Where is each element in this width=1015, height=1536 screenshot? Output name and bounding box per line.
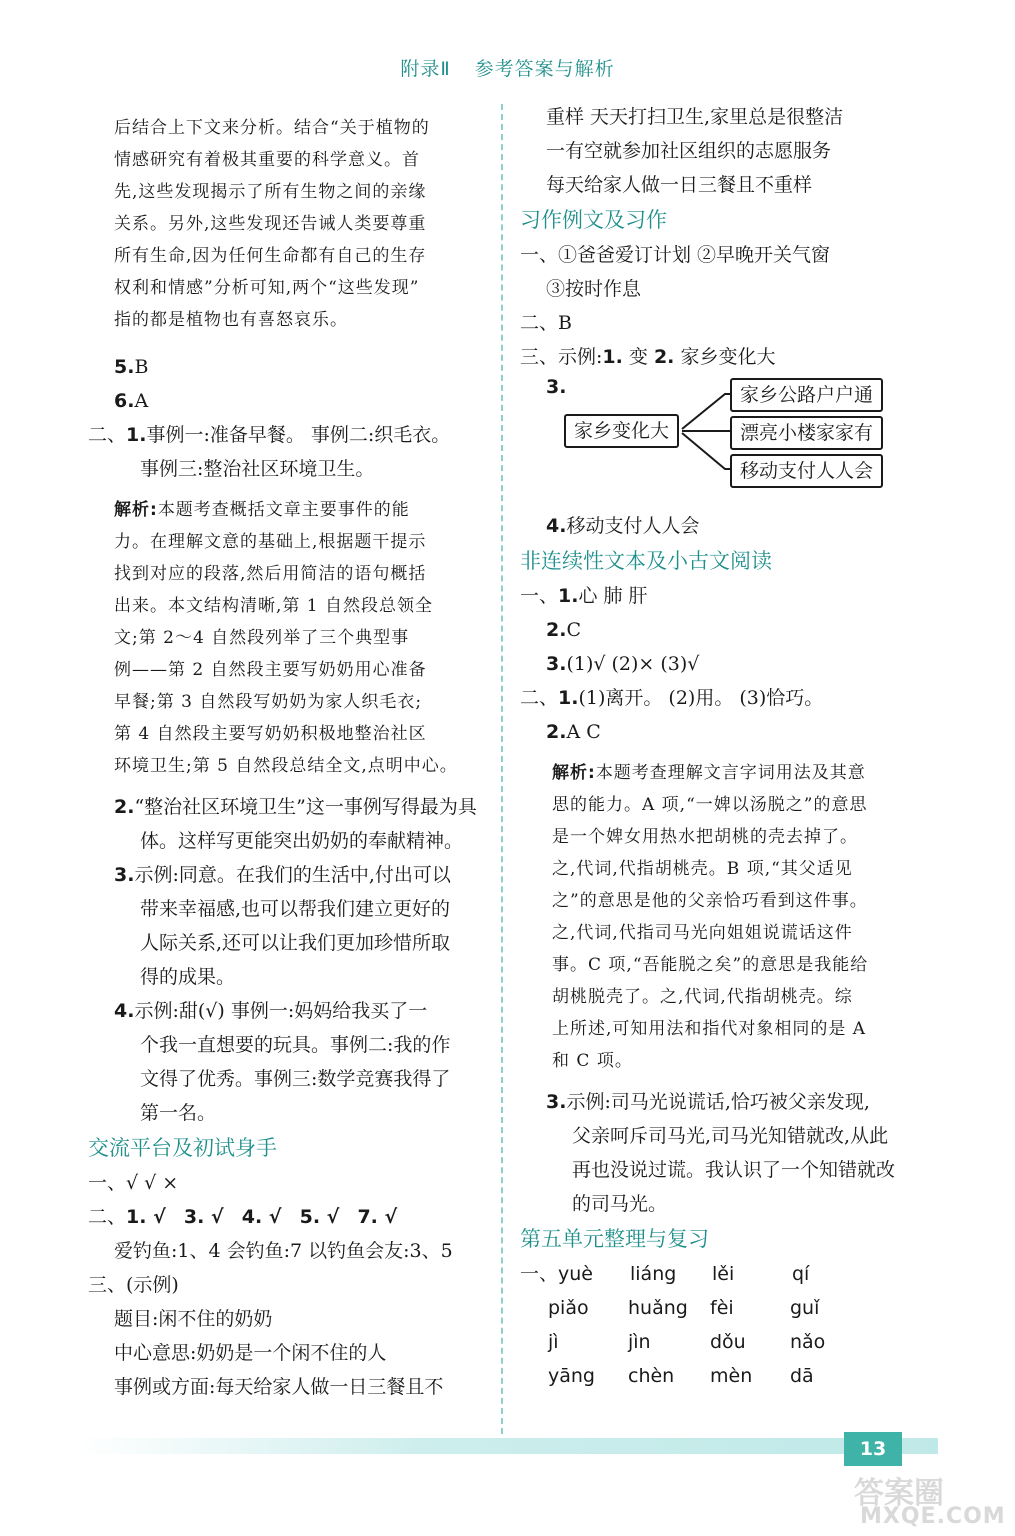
continued-line: 重样 天天打扫卫生,家里总是很整洁 (546, 106, 844, 128)
jiaoliu-2-item: 3. √ (183, 1206, 224, 1228)
section-title-jiaoliu: 交流平台及初试身手 (88, 1136, 277, 1160)
fei-1-prefix: 一、 (520, 585, 559, 607)
xizuo-3-num1: 1. (602, 346, 623, 368)
diagram-branch-box: 漂亮小楼家家有 (730, 416, 883, 450)
s2-1-line2: 事例三:整治社区环境卫生。 (140, 458, 375, 480)
q3-line: 示例:同意。在我们的生活中,付出可以 (134, 864, 451, 886)
intro-line: 指的都是植物也有喜怒哀乐。 (114, 310, 348, 330)
intro-line: 后结合上下文来分析。结合“关于植物的 (114, 118, 430, 138)
q2-line: 体。这样写更能突出奶奶的奉献精神。 (140, 830, 464, 852)
s2-prefix: 二、 (88, 424, 127, 446)
xizuo-answer-1b: ③按时作息 (546, 278, 642, 300)
xizuo-answer-1: 一、①爸爸爱订计划 ②早晚开关气窗 (520, 244, 831, 266)
jiaoliu-answer-2 (88, 1200, 483, 1234)
pinyin-row (520, 1291, 915, 1325)
pinyin: mèn (710, 1365, 753, 1387)
xizuo-3-text1: 变 (622, 346, 654, 368)
analysis-label: 解析: (552, 763, 596, 783)
fei-1-text: 心 肺 肝 (578, 585, 648, 607)
diagram-number: 3. (546, 376, 567, 398)
section-title-fei: 非连续性文本及小古文阅读 (520, 549, 772, 573)
analysis-2-line: 是一个婢女用热水把胡桃的壳去掉了。 (552, 827, 858, 847)
pinyin: dǒu (710, 1331, 746, 1353)
answer-s2-1 (88, 418, 483, 452)
analysis-1-line: 力。在理解文意的基础上,根据题干提示 (114, 532, 427, 552)
guwen-2-text: A C (566, 721, 601, 743)
analysis-2-line: 上所述,可知用法和指代对象相同的是 A (552, 1019, 867, 1039)
pinyin: jì (548, 1331, 559, 1353)
guwen-3-line: 示例:司马光说谎话,恰巧被父亲发现, (566, 1091, 870, 1113)
fei-2-text: C (566, 619, 581, 641)
jiaoliu-answer-2b: 爱钓鱼:1、4 会钓鱼:7 以钓鱼会友:3、5 (114, 1240, 453, 1262)
xizuo-4-number: 4. (546, 515, 567, 537)
watermark-text: 答案圈 (854, 1476, 944, 1511)
diagram-branch-box: 家乡公路户户通 (730, 378, 883, 412)
watermark-logo (840, 1468, 1010, 1532)
fei-2-number: 2. (546, 619, 567, 641)
analysis-2-line: 思的能力。A 项,“一婢以汤脱之”的意思 (552, 795, 868, 815)
guwen-1-number: 1. (558, 687, 579, 709)
fei-1-number: 1. (558, 585, 579, 607)
pinyin: nǎo (790, 1331, 826, 1353)
guwen-3-line: 的司马光。 (572, 1193, 668, 1215)
pinyin: huǎng (628, 1297, 688, 1319)
xizuo-3-prefix: 三、示例: (520, 346, 603, 368)
fei-answer-1 (520, 579, 915, 613)
analysis-2-first: 本题考查理解文言字词用法及其意 (595, 763, 866, 783)
q6-text: A (134, 390, 149, 412)
pinyin: yāng (548, 1365, 595, 1387)
answer-q2 (88, 790, 483, 824)
jiaoliu-3-line: 事例或方面:每天给家人做一日三餐且不 (114, 1376, 444, 1398)
q6-number: 6. (114, 390, 135, 412)
q4-line: 示例:甜(√) 事例一:妈妈给我买了一 (134, 1000, 428, 1022)
guwen-3-line: 父亲呵斥司马光,司马光知错就改,从此 (572, 1125, 889, 1147)
analysis-1-line: 文;第 2～4 自然段列举了三个典型事 (114, 628, 410, 648)
q2-number: 2. (114, 796, 135, 818)
analysis-1-line: 环境卫生;第 5 自然段总结全文,点明中心。 (114, 756, 458, 776)
header-appendix: 附录Ⅱ (400, 58, 451, 80)
diagram-branch-box: 移动支付人人会 (730, 454, 883, 488)
q2-line: “整治社区环境卫生”这一事例写得最为具 (134, 796, 477, 818)
pinyin: lěi (712, 1263, 735, 1285)
guwen-1-prefix: 二、 (520, 687, 559, 709)
pinyin-row (520, 1325, 915, 1359)
analysis-2-line: 胡桃脱壳了。之,代词,代指胡桃壳。综 (552, 987, 853, 1007)
analysis-2-line: 之,代词,代指司马光向姐姐说谎话这件 (552, 923, 853, 943)
footer-band (78, 1438, 938, 1454)
header-title: 参考答案与解析 (474, 58, 615, 80)
pinyin: qí (792, 1263, 810, 1285)
analysis-1-line: 早餐;第 3 自然段写奶奶为家人织毛衣; (114, 692, 423, 712)
jiaoliu-3-line: 题目:闲不住的奶奶 (114, 1308, 273, 1330)
intro-line: 权利和情感”分析可知,两个“这些发现” (114, 278, 420, 298)
pinyin: dā (790, 1365, 814, 1387)
jiaoliu-2-prefix: 二、 (88, 1206, 127, 1228)
s2-1-line1: 事例一:准备早餐。 事例二:织毛衣。 (146, 424, 451, 446)
guwen-1-text: (1)离开。 (2)用。 (3)恰巧。 (578, 687, 824, 709)
watermark-url: MXQE.COM (860, 1504, 1006, 1529)
pinyin: jìn (628, 1331, 651, 1353)
page-number: 13 (844, 1432, 902, 1466)
section-title-xizuo: 习作例文及习作 (520, 208, 667, 232)
pinyin: 一、yuè (520, 1263, 593, 1285)
intro-line: 情感研究有着极其重要的科学意义。首 (114, 150, 420, 170)
guwen-answer-3 (520, 1085, 915, 1119)
xizuo-4-text: 移动支付人人会 (566, 515, 700, 537)
analysis-1-line: 例——第 2 自然段主要写奶奶用心准备 (114, 660, 427, 680)
q3-line: 人际关系,还可以让我们更加珍惜所取 (140, 932, 451, 954)
q3-number: 3. (114, 864, 135, 886)
jiaoliu-3-line: 中心意思:奶奶是一个闲不住的人 (114, 1342, 387, 1364)
q3-line: 带来幸福感,也可以帮我们建立更好的 (140, 898, 451, 920)
fei-answer-3 (520, 647, 915, 681)
mind-map-diagram (520, 374, 915, 509)
pinyin: piǎo (548, 1297, 589, 1319)
jiaoliu-answer-3: 三、(示例) (88, 1274, 179, 1296)
intro-line: 所有生命,因为任何生命都有自己的生存 (114, 246, 427, 266)
pinyin: liáng (630, 1263, 677, 1285)
q5-text: B (134, 356, 149, 378)
analysis-2-line: 事。C 项,“吾能脱之矣”的意思是我能给 (552, 955, 869, 975)
jiaoliu-2-item: 4. √ (241, 1206, 282, 1228)
intro-line: 先,这些发现揭示了所有生物之间的亲缘 (114, 182, 427, 202)
guwen-answer-2 (520, 715, 915, 749)
answer-q5 (88, 350, 483, 384)
analysis-1-first: 本题考查概括文章主要事件的能 (157, 500, 410, 520)
analysis-2-line: 之”的意思是他的父亲恰巧看到这件事。 (552, 891, 868, 911)
fei-3-text: (1)√ (2)× (3)√ (566, 653, 700, 675)
guwen-answer-1 (520, 681, 915, 715)
q4-number: 4. (114, 1000, 135, 1022)
analysis-label: 解析: (114, 500, 158, 520)
answer-q6 (88, 384, 483, 418)
pinyin-row (520, 1359, 915, 1393)
answer-q4 (88, 994, 483, 1028)
analysis-1-line: 第 4 自然段主要写奶奶积极地整治社区 (114, 724, 427, 744)
q5-number: 5. (114, 356, 135, 378)
analysis-2-line: 之,代词,代指胡桃壳。B 项,“其父适见 (552, 859, 853, 879)
section-title-review: 第五单元整理与复习 (520, 1227, 709, 1251)
jiaoliu-2-item: 1. √ (126, 1206, 166, 1228)
fei-answer-2 (520, 613, 915, 647)
q4-line: 第一名。 (140, 1102, 217, 1124)
analysis-1-line: 出来。本文结构清晰,第 1 自然段总领全 (114, 596, 434, 616)
jiaoliu-2-item: 7. √ (357, 1206, 398, 1228)
right-column (520, 100, 915, 1393)
pinyin: guǐ (790, 1297, 820, 1319)
jiaoliu-2-item: 5. √ (299, 1206, 340, 1228)
q4-line: 文得了优秀。事例三:数学竞赛我得了 (140, 1068, 451, 1090)
xizuo-answer-4 (520, 509, 915, 543)
guwen-3-number: 3. (546, 1091, 567, 1113)
analysis-1-line: 找到对应的段落,然后用简洁的语句概括 (114, 564, 427, 584)
analysis-1 (88, 494, 483, 526)
analysis-2 (520, 757, 915, 789)
left-column (88, 112, 483, 1404)
guwen-2-number: 2. (546, 721, 567, 743)
s2-1-number: 1. (126, 424, 147, 446)
fei-3-number: 3. (546, 653, 567, 675)
intro-line: 关系。另外,这些发现还告诫人类要尊重 (114, 214, 427, 234)
column-divider (501, 104, 503, 1434)
guwen-3-line: 再也没说过谎。我认识了一个知错就改 (572, 1159, 896, 1181)
analysis-2-line: 和 C 项。 (552, 1051, 633, 1071)
continued-line: 一有空就参加社区组织的志愿服务 (546, 140, 832, 162)
continued-line: 每天给家人做一日三餐且不重样 (546, 174, 813, 196)
xizuo-3-num2: 2. (653, 346, 675, 368)
pinyin: chèn (628, 1365, 675, 1387)
q3-line: 得的成果。 (140, 966, 236, 988)
q4-line: 个我一直想要的玩具。事例二:我的作 (140, 1034, 451, 1056)
page-header (0, 54, 1015, 81)
jiaoliu-answer-1: 一、√ √ × (88, 1172, 179, 1194)
pinyin-row (520, 1257, 915, 1291)
xizuo-3-text2: 家乡变化大 (674, 346, 776, 368)
xizuo-answer-3 (520, 340, 915, 374)
answer-q3 (88, 858, 483, 892)
xizuo-answer-2: 二、B (520, 312, 572, 334)
diagram-center-box: 家乡变化大 (564, 414, 679, 448)
pinyin: fèi (710, 1297, 734, 1319)
